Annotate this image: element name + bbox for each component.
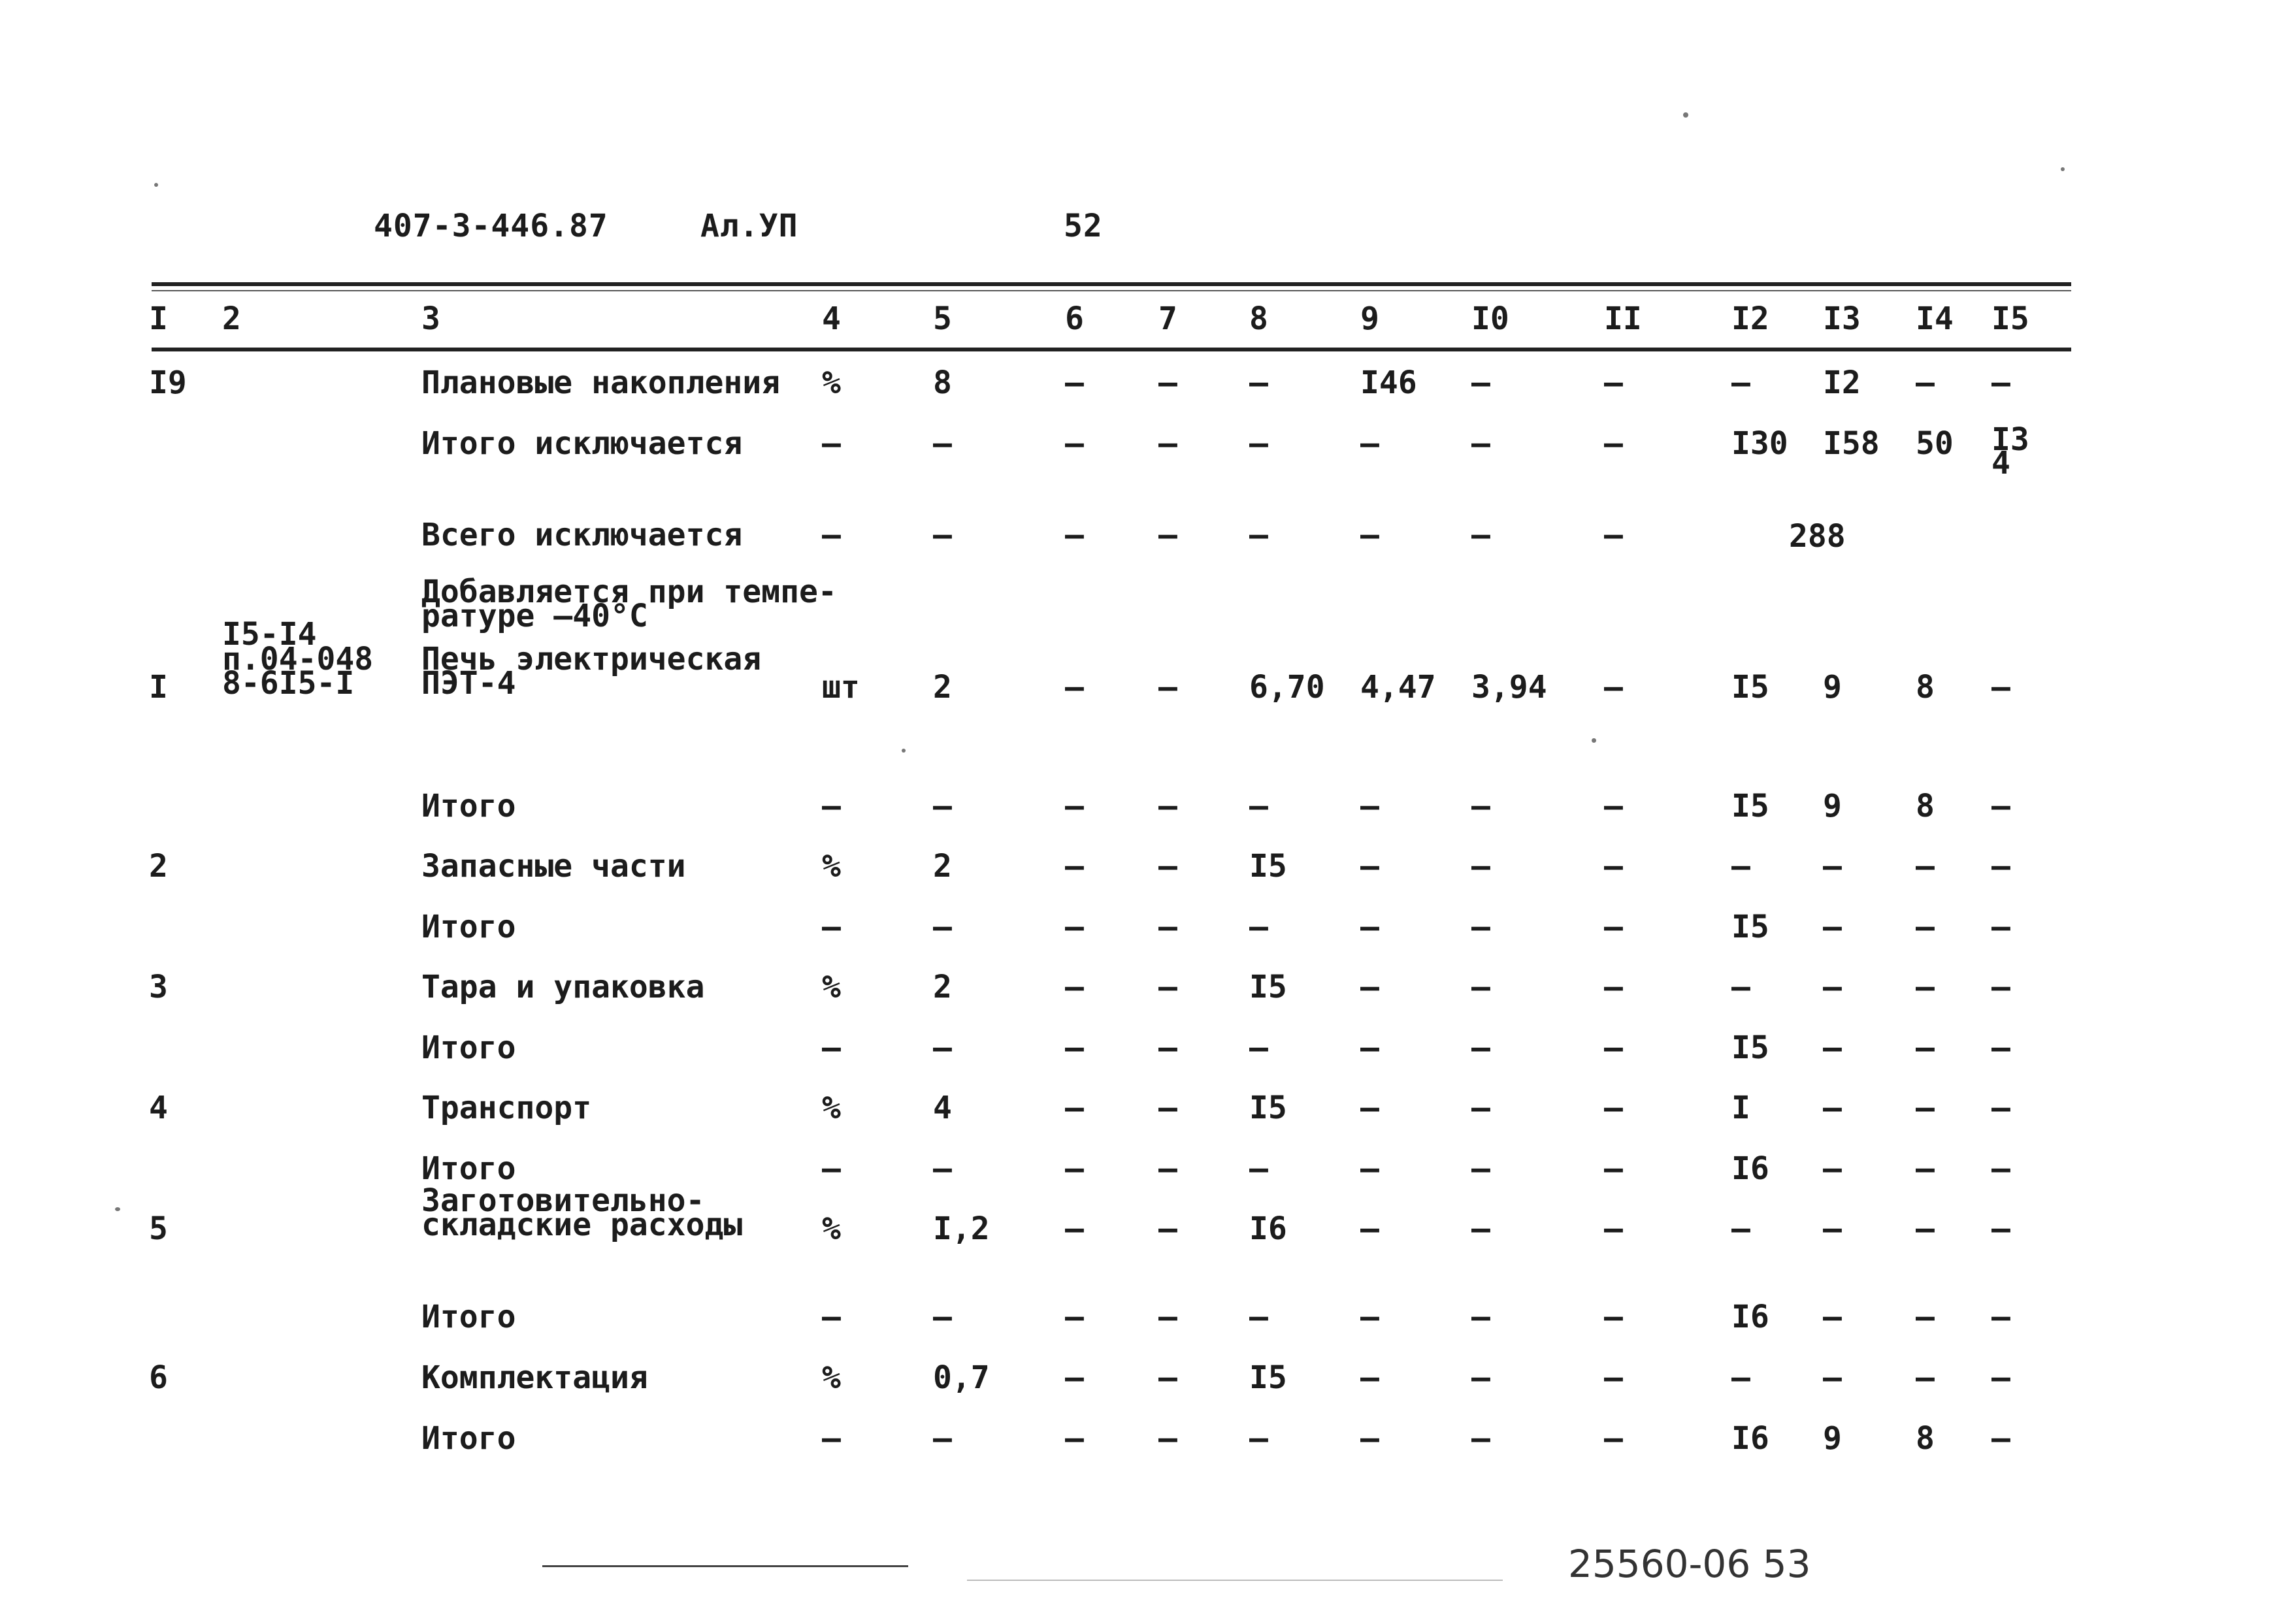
column-number-15: I5 xyxy=(1991,300,2029,337)
cell-col-2: I5-I4 п.04-048 8-6I5-I xyxy=(222,616,374,702)
cell-col-11: – xyxy=(1604,969,1623,1005)
cell-col-8: I5 xyxy=(1249,1359,1287,1396)
column-number-9: 9 xyxy=(1360,300,1379,337)
column-number-8: 8 xyxy=(1249,300,1268,337)
cell-col-13: 9 xyxy=(1823,788,1842,824)
cell-col-5: – xyxy=(933,1299,952,1335)
cell-col-10: – xyxy=(1471,1299,1490,1335)
cell-col-8: – xyxy=(1249,517,1268,553)
document-number: 407-3-446.87 xyxy=(374,208,608,244)
column-number-12: I2 xyxy=(1731,300,1769,337)
cell-col-12: – xyxy=(1731,1359,1750,1396)
cell-col-11: – xyxy=(1604,909,1623,945)
cell-col-7: – xyxy=(1158,365,1177,401)
footer-rule xyxy=(542,1565,908,1567)
cell-col-10: – xyxy=(1471,1150,1490,1187)
cell-col-11: – xyxy=(1604,365,1623,401)
cell-col-11: – xyxy=(1604,1090,1623,1126)
cell-col-11: – xyxy=(1604,517,1623,553)
cell-col-15: – xyxy=(1991,1420,2010,1457)
cell-col-10: – xyxy=(1471,517,1490,553)
cell-col-7: – xyxy=(1158,1030,1177,1066)
cell-col-15: – xyxy=(1991,909,2010,945)
cell-col-12: I30 xyxy=(1731,425,1788,462)
cell-col-4: – xyxy=(822,909,841,945)
cell-col-4: – xyxy=(822,425,841,462)
cell-col-13: – xyxy=(1823,1299,1842,1335)
cell-col-1: 4 xyxy=(149,1090,168,1126)
cell-col-8: – xyxy=(1249,788,1268,824)
cell-col-10: – xyxy=(1471,365,1490,401)
cell-col-8: 6,70 xyxy=(1249,669,1325,706)
cell-col-4: – xyxy=(822,1030,841,1066)
cell-col-4: % xyxy=(822,1359,841,1396)
cell-col-5: I,2 xyxy=(933,1210,990,1247)
cell-col-7: – xyxy=(1158,425,1177,462)
column-number-2: 2 xyxy=(222,300,241,337)
cell-col-3: Печь электрическая ПЭТ-4 xyxy=(421,640,762,702)
cell-col-4: – xyxy=(822,1150,841,1187)
cell-col-9: – xyxy=(1360,517,1379,553)
cell-col-3: Транспорт xyxy=(421,1090,592,1126)
table-top-rule xyxy=(152,282,2071,286)
cell-col-7: – xyxy=(1158,969,1177,1005)
cell-col-13: – xyxy=(1823,1030,1842,1066)
cell-col-13: – xyxy=(1823,1150,1842,1187)
cell-col-8: – xyxy=(1249,1150,1268,1187)
cell-col-9: – xyxy=(1360,1150,1379,1187)
cell-col-7: – xyxy=(1158,1299,1177,1335)
scan-speck xyxy=(1683,112,1688,118)
cell-col-11: – xyxy=(1604,1210,1623,1247)
cell-col-6: – xyxy=(1065,669,1084,706)
cell-col-6: – xyxy=(1065,1299,1084,1335)
cell-col-11: – xyxy=(1604,1299,1623,1335)
cell-col-5: 2 xyxy=(933,848,952,885)
cell-col-11: – xyxy=(1604,1150,1623,1187)
cell-col-12: – xyxy=(1731,1210,1750,1247)
table-header-rule xyxy=(152,348,2071,351)
cell-col-8: I5 xyxy=(1249,848,1287,885)
cell-col-11: – xyxy=(1604,1420,1623,1457)
cell-col-15: – xyxy=(1991,365,2010,401)
cell-col-9: – xyxy=(1360,909,1379,945)
cell-col-9: – xyxy=(1360,1299,1379,1335)
cell-col-14: 50 xyxy=(1916,425,1954,462)
cell-col-6: – xyxy=(1065,1359,1084,1396)
cell-col-14: – xyxy=(1916,365,1935,401)
cell-col-7: – xyxy=(1158,848,1177,885)
cell-col-3: Итого xyxy=(421,788,516,824)
cell-col-3: Итого xyxy=(421,1030,516,1066)
cell-col-6: – xyxy=(1065,517,1084,553)
column-number-14: I4 xyxy=(1916,300,1954,337)
cell-col-10: – xyxy=(1471,1420,1490,1457)
cell-col-3: Плановые накопления xyxy=(421,365,781,401)
cell-col-3: Итого xyxy=(421,1150,516,1187)
cell-col-12: I6 xyxy=(1731,1299,1769,1335)
page-number: 52 xyxy=(1064,208,1103,244)
cell-col-8: – xyxy=(1249,1299,1268,1335)
cell-col-1: 5 xyxy=(149,1210,168,1247)
scan-speck xyxy=(115,1207,120,1211)
cell-col-15: – xyxy=(1991,969,2010,1005)
cell-col-7: – xyxy=(1158,517,1177,553)
cell-col-6: – xyxy=(1065,1030,1084,1066)
cell-col-13: – xyxy=(1823,1359,1842,1396)
cell-col-11: – xyxy=(1604,669,1623,706)
cell-col-6: – xyxy=(1065,969,1084,1005)
column-number-11: II xyxy=(1604,300,1642,337)
column-number-1: I xyxy=(149,300,168,337)
cell-col-14: 8 xyxy=(1916,669,1935,706)
cell-col-14: – xyxy=(1916,1210,1935,1247)
cell-col-12: I5 xyxy=(1731,909,1769,945)
cell-col-13: – xyxy=(1823,1210,1842,1247)
cell-col-10: 3,94 xyxy=(1471,669,1547,706)
cell-col-14: – xyxy=(1916,1359,1935,1396)
cell-col-5: – xyxy=(933,425,952,462)
cell-col-10: – xyxy=(1471,909,1490,945)
cell-col-1: I xyxy=(149,669,168,706)
cell-col-8: I5 xyxy=(1249,969,1287,1005)
cell-col-10: – xyxy=(1471,1030,1490,1066)
cell-col-12: I6 xyxy=(1731,1420,1769,1457)
cell-col-12: I xyxy=(1731,1090,1750,1126)
cell-col-10: – xyxy=(1471,1359,1490,1396)
cell-col-13: – xyxy=(1823,909,1842,945)
cell-col-7: – xyxy=(1158,788,1177,824)
cell-col-14: – xyxy=(1916,1090,1935,1126)
cell-col-15: – xyxy=(1991,669,2010,706)
cell-col-13: – xyxy=(1823,848,1842,885)
cell-col-8: I6 xyxy=(1249,1210,1287,1247)
cell-col-6: – xyxy=(1065,1150,1084,1187)
cell-col-5: – xyxy=(933,517,952,553)
cell-col-4: % xyxy=(822,848,841,885)
cell-col-15: – xyxy=(1991,1030,2010,1066)
cell-col-7: – xyxy=(1158,1210,1177,1247)
cell-col-12: I5 xyxy=(1731,669,1769,706)
cell-col-14: – xyxy=(1916,909,1935,945)
cell-col-6: – xyxy=(1065,909,1084,945)
cell-col-13: I58 xyxy=(1823,425,1880,462)
scan-speck xyxy=(154,183,158,187)
grand-total-value: 288 xyxy=(1789,518,1846,555)
cell-col-5: 2 xyxy=(933,669,952,706)
cell-col-11: – xyxy=(1604,425,1623,462)
cell-col-5: – xyxy=(933,1150,952,1187)
cell-col-3: Комплектация xyxy=(421,1359,648,1396)
column-number-6: 6 xyxy=(1065,300,1084,337)
cell-col-8: – xyxy=(1249,909,1268,945)
cell-col-13: – xyxy=(1823,1090,1842,1126)
scan-speck xyxy=(2061,167,2065,171)
cell-col-9: 4,47 xyxy=(1360,669,1436,706)
cell-col-6: – xyxy=(1065,365,1084,401)
cell-col-3: Итого xyxy=(421,909,516,945)
cell-col-5: 0,7 xyxy=(933,1359,990,1396)
table-top-rule-secondary xyxy=(152,290,2071,291)
cell-col-1: 6 xyxy=(149,1359,168,1396)
cell-col-6: – xyxy=(1065,1420,1084,1457)
cell-col-7: – xyxy=(1158,1359,1177,1396)
cell-col-4: % xyxy=(822,969,841,1005)
cell-col-13: 9 xyxy=(1823,669,1842,706)
cell-col-9: – xyxy=(1360,425,1379,462)
cell-col-11: – xyxy=(1604,1359,1623,1396)
cell-col-10: – xyxy=(1471,848,1490,885)
cell-col-12: I5 xyxy=(1731,1030,1769,1066)
cell-col-13: I2 xyxy=(1823,365,1861,401)
cell-col-14: 8 xyxy=(1916,788,1935,824)
column-number-10: I0 xyxy=(1471,300,1509,337)
cell-col-5: – xyxy=(933,1420,952,1457)
cell-col-3: Всего исключается xyxy=(421,517,743,553)
cell-col-10: – xyxy=(1471,1090,1490,1126)
cell-col-14: – xyxy=(1916,1150,1935,1187)
cell-col-5: 8 xyxy=(933,365,952,401)
cell-col-5: 2 xyxy=(933,969,952,1005)
cell-col-4: – xyxy=(822,1299,841,1335)
cell-col-4: – xyxy=(822,517,841,553)
scan-speck xyxy=(902,749,906,753)
cell-col-7: – xyxy=(1158,1420,1177,1457)
cell-col-6: – xyxy=(1065,1090,1084,1126)
cell-col-1: 3 xyxy=(149,969,168,1005)
cell-col-11: – xyxy=(1604,788,1623,824)
cell-col-15: – xyxy=(1991,1210,2010,1247)
cell-col-9: – xyxy=(1360,969,1379,1005)
cell-col-15: – xyxy=(1991,1359,2010,1396)
cell-col-3: Итого xyxy=(421,1420,516,1457)
column-number-4: 4 xyxy=(822,300,841,337)
cell-col-15: – xyxy=(1991,1150,2010,1187)
cell-col-14: 8 xyxy=(1916,1420,1935,1457)
cell-col-4: % xyxy=(822,1090,841,1126)
cell-col-4: – xyxy=(822,788,841,824)
cell-col-7: – xyxy=(1158,669,1177,706)
cell-col-5: – xyxy=(933,788,952,824)
cell-col-9: – xyxy=(1360,1210,1379,1247)
cell-col-7: – xyxy=(1158,1150,1177,1187)
cell-col-9: – xyxy=(1360,788,1379,824)
cell-col-14: – xyxy=(1916,969,1935,1005)
column-number-13: I3 xyxy=(1823,300,1861,337)
cell-col-14: – xyxy=(1916,848,1935,885)
cell-col-11: – xyxy=(1604,1030,1623,1066)
column-number-3: 3 xyxy=(421,300,440,337)
column-number-5: 5 xyxy=(933,300,952,337)
cell-col-10: – xyxy=(1471,788,1490,824)
cell-col-12: I5 xyxy=(1731,788,1769,824)
cell-col-11: – xyxy=(1604,848,1623,885)
cell-col-10: – xyxy=(1471,1210,1490,1247)
cell-col-5: – xyxy=(933,1030,952,1066)
cell-col-5: – xyxy=(933,909,952,945)
cell-col-3: Добавляется при темпе- ратуре –40°С xyxy=(421,574,837,635)
cell-col-15: – xyxy=(1991,1299,2010,1335)
scan-speck xyxy=(1592,738,1596,743)
cell-col-3: Итого исключается xyxy=(421,425,743,462)
cell-col-1: I9 xyxy=(149,365,187,401)
cell-col-12: – xyxy=(1731,969,1750,1005)
cell-col-3: Запасные части xyxy=(421,848,686,885)
column-number-7: 7 xyxy=(1158,300,1177,337)
cell-col-9: – xyxy=(1360,1420,1379,1457)
cell-col-15: – xyxy=(1991,848,2010,885)
archive-stamp: 25560-06 53 xyxy=(1568,1542,1811,1586)
cell-col-10: – xyxy=(1471,969,1490,1005)
cell-col-6: – xyxy=(1065,788,1084,824)
cell-col-6: – xyxy=(1065,848,1084,885)
cell-col-4: % xyxy=(822,1210,841,1247)
cell-col-7: – xyxy=(1158,909,1177,945)
cell-col-3: Заготовительно- складские расходы xyxy=(421,1182,743,1243)
cell-col-8: – xyxy=(1249,365,1268,401)
cell-col-6: – xyxy=(1065,1210,1084,1247)
cell-col-8: I5 xyxy=(1249,1090,1287,1126)
cell-col-3: Тара и упаковка xyxy=(421,969,705,1005)
cell-col-9: I46 xyxy=(1360,365,1417,401)
cell-col-12: – xyxy=(1731,365,1750,401)
cell-col-9: – xyxy=(1360,848,1379,885)
cell-col-6: – xyxy=(1065,425,1084,462)
cell-col-14: – xyxy=(1916,1030,1935,1066)
cell-col-15: I3 4 xyxy=(1991,421,2029,481)
footer-rule-faint xyxy=(967,1580,1503,1581)
cell-col-9: – xyxy=(1360,1090,1379,1126)
cell-col-5: 4 xyxy=(933,1090,952,1126)
cell-col-12: I6 xyxy=(1731,1150,1769,1187)
cell-col-8: – xyxy=(1249,1030,1268,1066)
cell-col-9: – xyxy=(1360,1359,1379,1396)
cell-col-9: – xyxy=(1360,1030,1379,1066)
cell-col-8: – xyxy=(1249,425,1268,462)
cell-col-13: – xyxy=(1823,969,1842,1005)
cell-col-4: % xyxy=(822,365,841,401)
cell-col-15: – xyxy=(1991,1090,2010,1126)
cell-col-12: – xyxy=(1731,848,1750,885)
cell-col-3: Итого xyxy=(421,1299,516,1335)
cell-col-7: – xyxy=(1158,1090,1177,1126)
cell-col-10: – xyxy=(1471,425,1490,462)
cell-col-4: – xyxy=(822,1420,841,1457)
cell-col-4: шт xyxy=(822,669,860,706)
sheet-label: Ал.УП xyxy=(700,208,798,244)
cell-col-13: 9 xyxy=(1823,1420,1842,1457)
cell-col-14: – xyxy=(1916,1299,1935,1335)
cell-col-8: – xyxy=(1249,1420,1268,1457)
cell-col-1: 2 xyxy=(149,848,168,885)
cell-col-15: – xyxy=(1991,788,2010,824)
